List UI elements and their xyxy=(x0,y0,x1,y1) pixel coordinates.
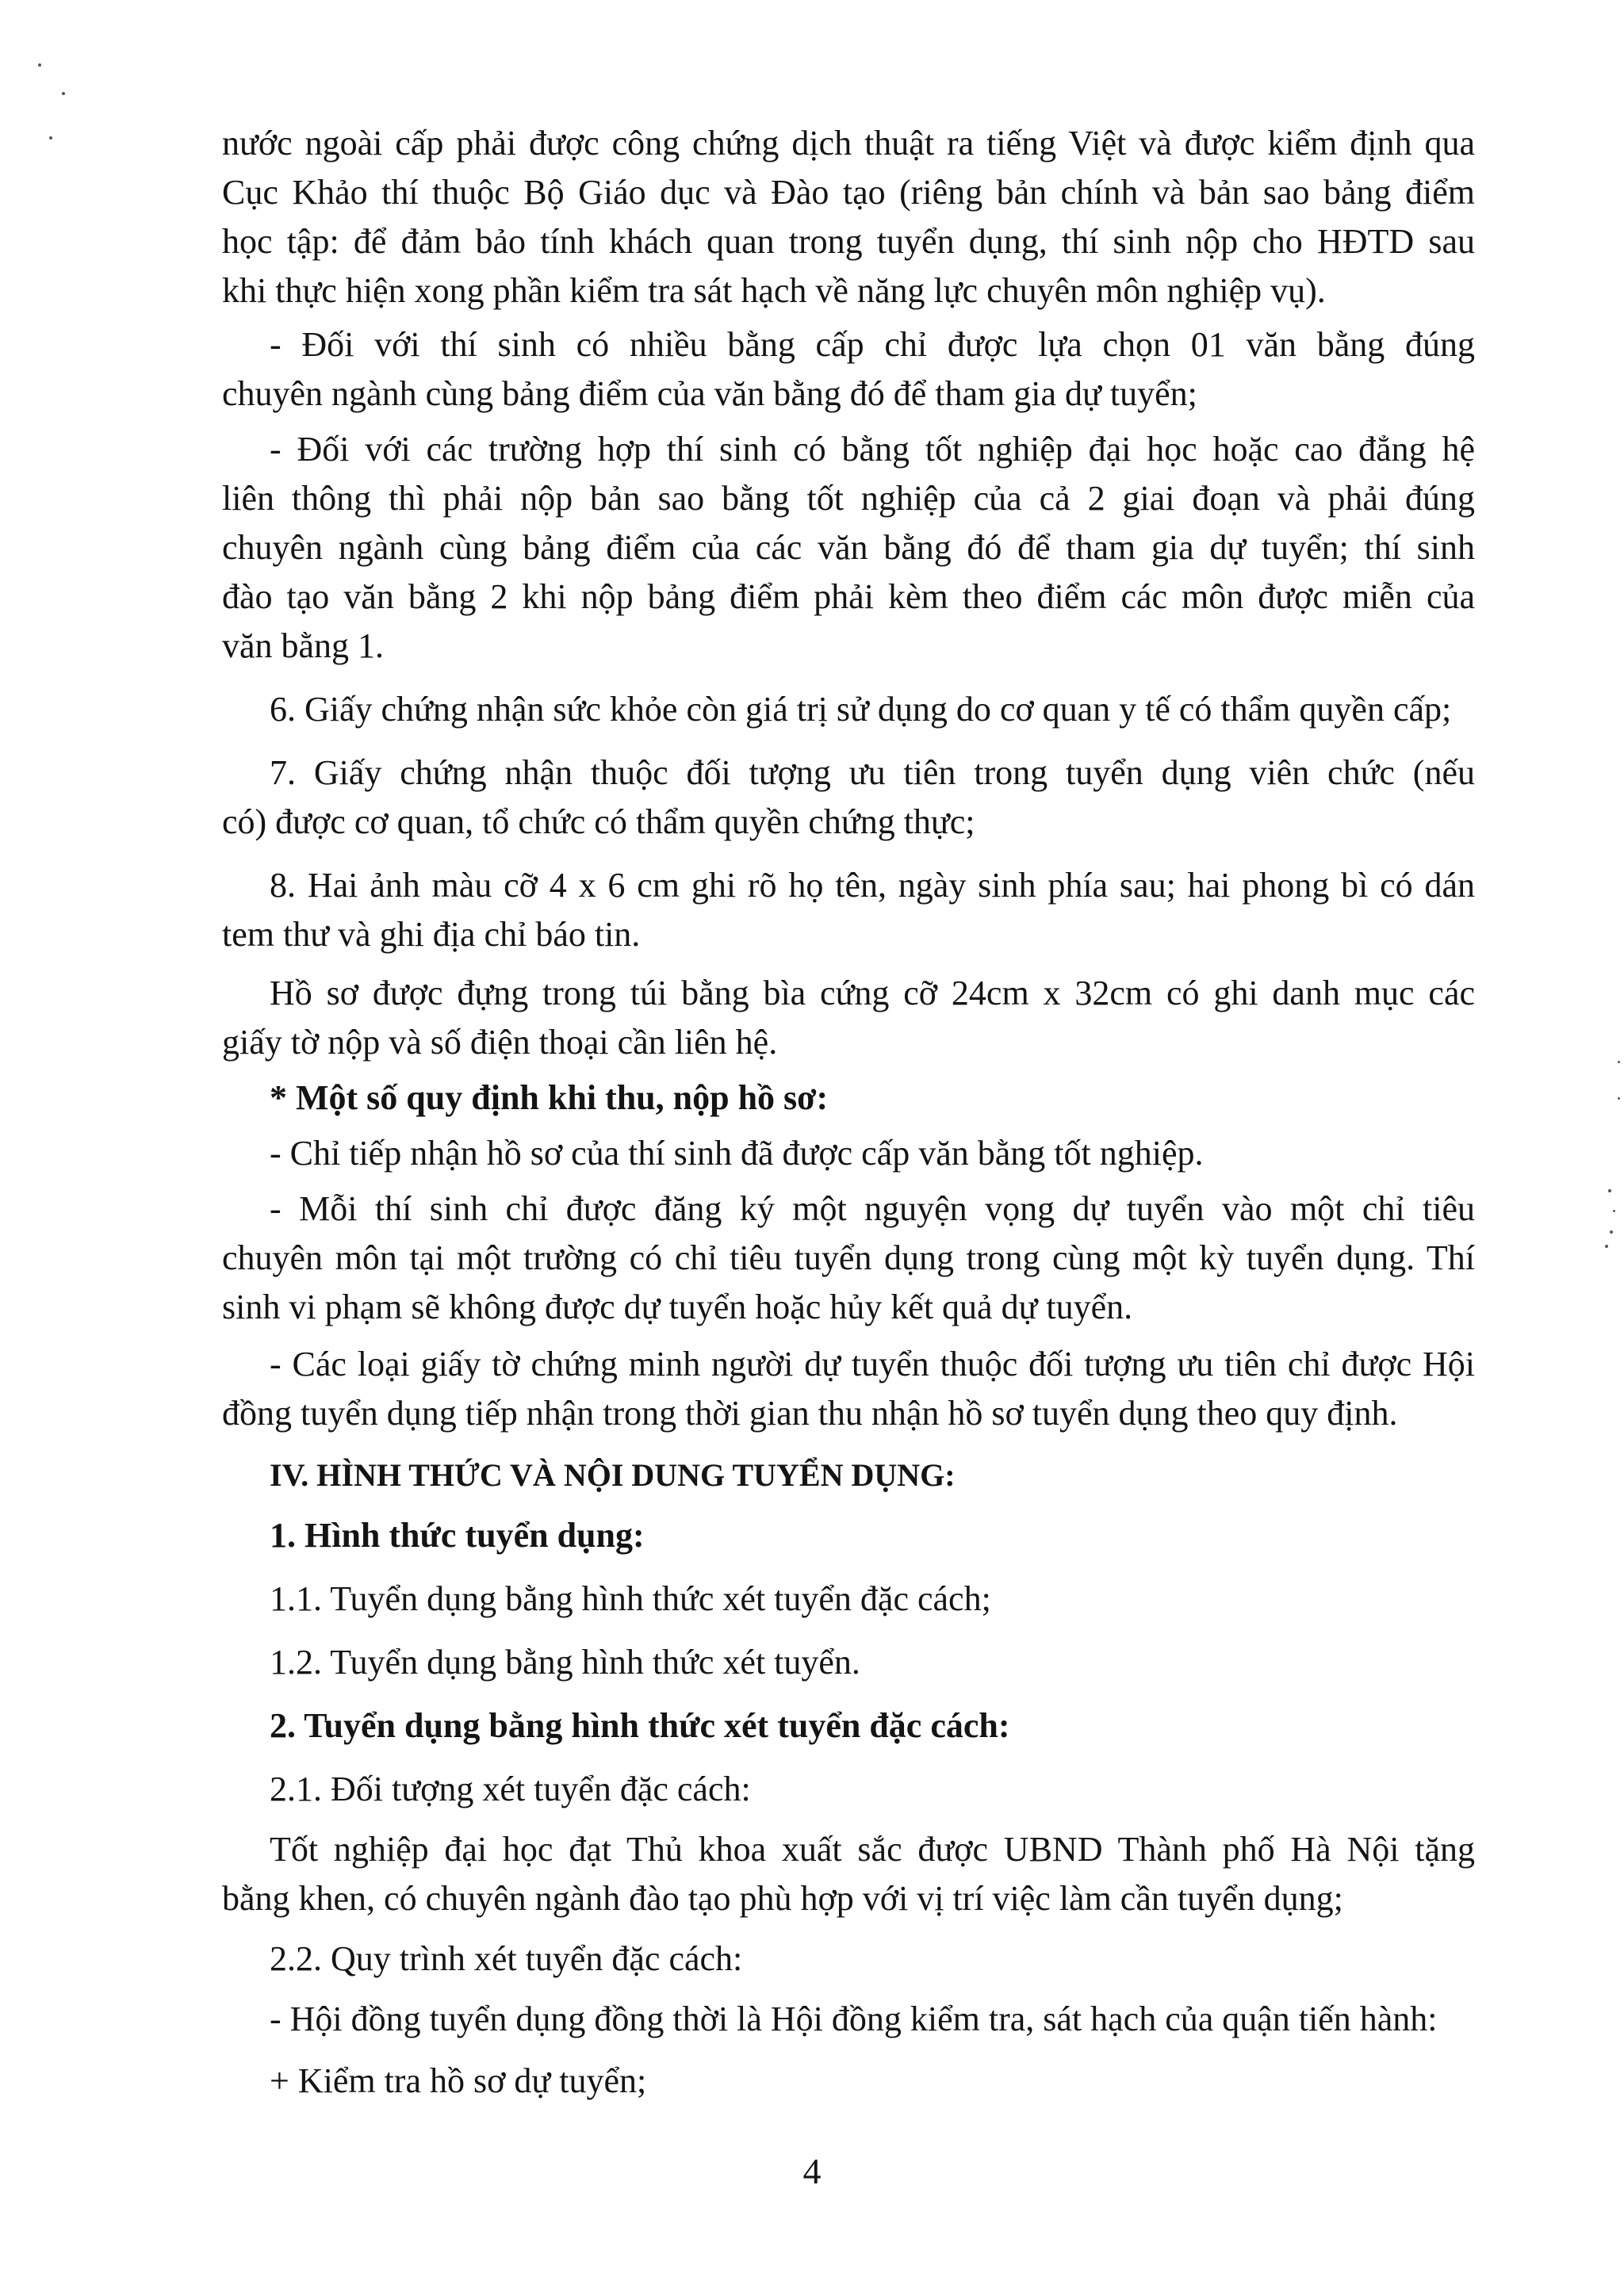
scan-speck xyxy=(62,92,65,95)
section-heading: IV. HÌNH THỨC VÀ NỘI DUNG TUYỂN DỤNG: xyxy=(270,1457,956,1493)
paragraph-line: có) được cơ quan, tổ chức có thẩm quyền chứng thực; xyxy=(222,802,975,841)
section-heading: * Một số quy định khi thu, nộp hồ sơ: xyxy=(270,1078,829,1117)
paragraph-line: chuyên ngành cùng bảng điểm của văn bằng đó để tham gia dự tuyển; xyxy=(222,374,1197,413)
paragraph-line: tem thư và ghi địa chỉ báo tin. xyxy=(222,915,641,954)
list-item: 8. Hai ảnh màu cỡ 4 x 6 cm ghi rõ họ tên, ngày sinh phía sau; hai phong bì có dán xyxy=(270,866,1475,905)
paragraph-line: giấy tờ nộp và số điện thoại cần liên hệ. xyxy=(222,1023,778,1062)
paragraph-line: Hồ sơ được đựng trong túi bằng bìa cứng cỡ 24cm x 32cm có ghi danh mục các xyxy=(270,974,1475,1012)
page-number: 4 xyxy=(802,2151,822,2191)
paragraph-line: - Chỉ tiếp nhận hồ sơ của thí sinh đã được cấp văn bằng tốt nghiệp. xyxy=(270,1134,1204,1173)
scan-speck xyxy=(1610,1230,1613,1234)
paragraph-line: bằng khen, có chuyên ngành đào tạo phù hợp với vị trí việc làm cần tuyển dụng; xyxy=(222,1879,1343,1918)
scan-speck xyxy=(1618,1097,1620,1100)
list-item: 7. Giấy chứng nhận thuộc đối tượng ưu tiên trong tuyển dụng viên chức (nếu xyxy=(270,753,1475,792)
scan-speck xyxy=(1608,1189,1611,1192)
scan-speck xyxy=(38,63,41,67)
paragraph-line: nước ngoài cấp phải được công chứng dịch thuật ra tiếng Việt và được kiểm định qua xyxy=(222,124,1475,163)
scan-speck xyxy=(1605,1245,1608,1248)
paragraph-line: liên thông thì phải nộp bản sao bằng tốt nghiệp của cả 2 giai đoạn và phải đúng xyxy=(222,479,1475,518)
paragraph-line: - Các loại giấy tờ chứng minh người dự tuyển thuộc đối tượng ưu tiên chỉ được Hội xyxy=(270,1345,1475,1383)
list-item: 2.1. Đối tượng xét tuyển đặc cách: xyxy=(270,1770,751,1808)
scan-speck xyxy=(1618,1061,1620,1063)
scan-speck xyxy=(49,136,52,140)
subsection-heading: 1. Hình thức tuyển dụng: xyxy=(270,1516,645,1555)
subsection-heading: 2. Tuyển dụng bằng hình thức xét tuyển đặc cách: xyxy=(270,1706,1010,1745)
paragraph-line: học tập: để đảm bảo tính khách quan trong tuyển dụng, thí sinh nộp cho HĐTD sau xyxy=(222,222,1475,261)
list-item: 1.2. Tuyển dụng bằng hình thức xét tuyển. xyxy=(270,1643,860,1682)
list-item: 2.2. Quy trình xét tuyển đặc cách: xyxy=(270,1939,743,1978)
list-item: 1.1. Tuyển dụng bằng hình thức xét tuyển đặc cách; xyxy=(270,1579,991,1618)
scan-speck xyxy=(1613,1210,1615,1212)
paragraph-line: đồng tuyển dụng tiếp nhận trong thời gian thu nhận hồ sơ tuyển dụng theo quy định. xyxy=(222,1394,1398,1433)
paragraph-line: văn bằng 1. xyxy=(222,626,385,665)
paragraph-line: + Kiểm tra hồ sơ dự tuyển; xyxy=(270,2061,647,2100)
paragraph-line: - Mỗi thí sinh chỉ được đăng ký một nguyện vọng dự tuyển vào một chỉ tiêu xyxy=(270,1189,1475,1228)
paragraph-line: đào tạo văn bằng 2 khi nộp bảng điểm phải kèm theo điểm các môn được miễn của xyxy=(222,577,1475,616)
paragraph-line: chuyên môn tại một trường có chỉ tiêu tuyển dụng trong cùng một kỳ tuyển dụng. Thí xyxy=(222,1238,1475,1277)
paragraph-line: - Đối với các trường hợp thí sinh có bằng tốt nghiệp đại học hoặc cao đẳng hệ xyxy=(270,430,1475,469)
paragraph-line: - Đối với thí sinh có nhiều bằng cấp chỉ được lựa chọn 01 văn bằng đúng xyxy=(270,325,1475,364)
paragraph-line: sinh vi phạm sẽ không được dự tuyển hoặc hủy kết quả dự tuyển. xyxy=(222,1288,1133,1326)
paragraph-line: Tốt nghiệp đại học đạt Thủ khoa xuất sắc được UBND Thành phố Hà Nội tặng xyxy=(270,1830,1475,1869)
paragraph-line: - Hội đồng tuyển dụng đồng thời là Hội đồng kiểm tra, sát hạch của quận tiến hành: xyxy=(270,1999,1438,2038)
paragraph-line: khi thực hiện xong phần kiểm tra sát hạch về năng lực chuyên môn nghiệp vụ). xyxy=(222,271,1326,310)
paragraph-line: chuyên ngành cùng bảng điểm của các văn bằng đó để tham gia dự tuyển; thí sinh xyxy=(222,528,1475,567)
list-item: 6. Giấy chứng nhận sức khỏe còn giá trị sử dụng do cơ quan y tế có thẩm quyền cấp; xyxy=(270,690,1452,729)
paragraph-line: Cục Khảo thí thuộc Bộ Giáo dục và Đào tạo (riêng bản chính và bản sao bảng điểm xyxy=(222,173,1475,212)
